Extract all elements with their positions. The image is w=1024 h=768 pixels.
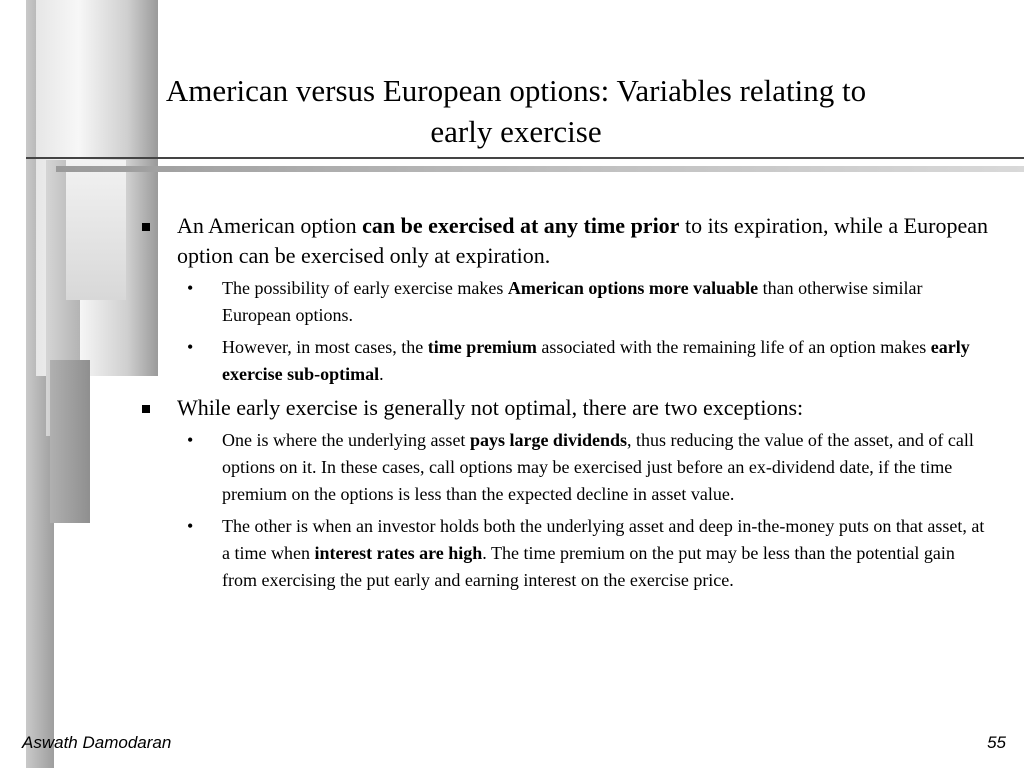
decor-bar <box>50 360 90 523</box>
sub-bullet-text: . The time premium on the put may be less than the potential gain from exercising the put early and earning interest on the exercise price. <box>222 543 955 590</box>
bullet-text: While early exercise is generally not optimal, there are two exceptions: <box>177 395 804 420</box>
slide-title-line1: American versus European options: Variables relating to <box>165 73 867 108</box>
bullet-item <box>140 211 990 271</box>
title-divider-shadow <box>56 166 1024 172</box>
sub-bullet-emphasis: early exercise sub-optimal <box>222 337 970 384</box>
sub-bullet-text: associated with the remaining life of an option makes <box>536 337 931 357</box>
sub-bullet-text: The possibility of early exercise makes <box>222 278 508 298</box>
decor-bar <box>66 160 126 300</box>
sub-bullet-text: , thus reducing the value of the asset, and of call options on it. In these cases, call options may be exercised just before an ex-dividend date, if the time premium on the options is less than the expected decline in asset value. <box>222 430 974 504</box>
bullet-text: An American option <box>177 213 363 238</box>
sub-bullet-text: The other is when an investor holds both the underlying asset and deep in-the-money puts on that asset, at a time when <box>222 516 985 563</box>
sub-bullet-text: than otherwise similar European options. <box>222 278 923 325</box>
slide-body <box>140 211 990 599</box>
dot-bullet-icon: • <box>187 337 194 357</box>
dot-bullet-icon: • <box>187 430 194 450</box>
page-number: 55 <box>987 733 1006 752</box>
sub-bullet-item <box>140 513 990 594</box>
sub-bullet-item <box>140 275 990 329</box>
sub-bullet-text: . <box>379 364 384 384</box>
sub-bullet-text: One is where the underlying asset <box>222 430 470 450</box>
dot-bullet-icon: • <box>187 278 194 298</box>
dot-bullet-icon: • <box>187 516 194 536</box>
footer-author: Aswath Damodaran <box>22 733 172 752</box>
bullet-emphasis: can be exercised at any time prior <box>362 213 680 238</box>
sub-bullet-text: However, in most cases, the <box>222 337 428 357</box>
sub-bullet-emphasis: interest rates are high <box>314 543 483 563</box>
sub-bullet-emphasis: American options more valuable <box>507 278 759 298</box>
slide-title <box>110 70 922 152</box>
sub-bullet-emphasis: pays large dividends <box>469 430 627 450</box>
sub-bullet-item <box>140 334 990 388</box>
square-bullet-icon <box>142 223 150 231</box>
title-divider <box>26 157 1024 159</box>
bullet-item <box>140 393 990 423</box>
sub-bullet-item <box>140 427 990 508</box>
bullet-text: to its expiration, while a European option can be exercised only at expiration. <box>177 213 988 268</box>
sub-bullet-emphasis: time premium <box>427 337 537 357</box>
slide-title-line2: early exercise <box>430 114 602 149</box>
square-bullet-icon <box>142 405 150 413</box>
